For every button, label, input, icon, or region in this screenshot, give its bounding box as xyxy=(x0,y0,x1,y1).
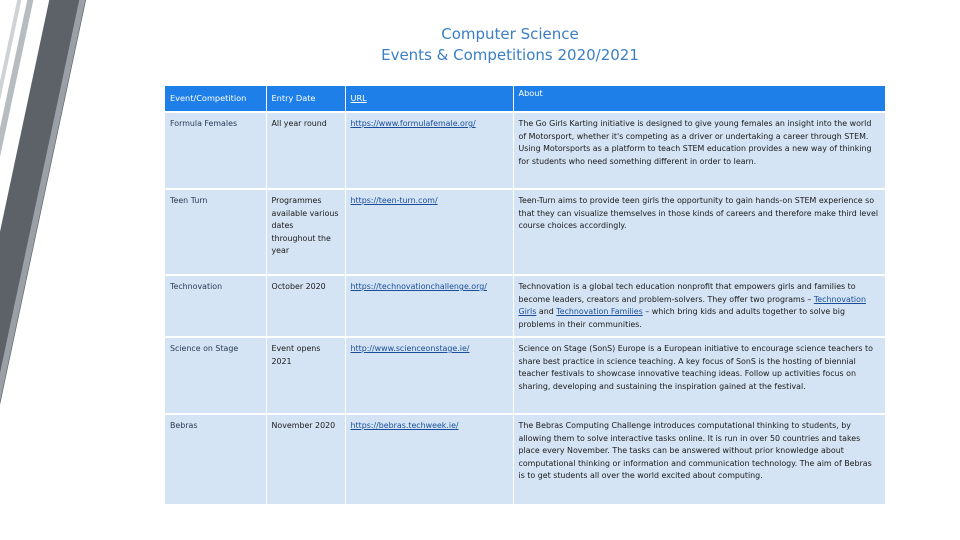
event-name: Bebras xyxy=(165,414,266,504)
about-text: Technovation is a global tech education nonprofit that empowers girls and families to become leaders, creators and problem-solvers. They offer two programs – xyxy=(518,282,856,304)
table-row xyxy=(165,337,885,414)
title-line-1: Computer Science xyxy=(441,25,579,43)
about-cell: Science on Stage (SonS) Europe is a European initiative to encourage science teachers to share best practice in science teaching. A key focus of SonS is the hosting of biennial teacher festivals to showcase innovative teaching ideas. Follow up activities focus on sharing, developing and sustaining the inspiration gained at the festival. xyxy=(513,337,885,414)
about-text: – which bring kids and adults together to solve big problems in their communities. xyxy=(518,307,845,329)
url-cell xyxy=(345,189,513,275)
about-cell xyxy=(513,275,885,337)
event-link[interactable]: https://www.formulafemale.org/ xyxy=(350,119,476,128)
table-header-row xyxy=(165,86,885,112)
event-link[interactable]: https://technovationchallenge.org/ xyxy=(350,282,487,291)
table-row xyxy=(165,189,885,275)
header-entry-date: Entry Date xyxy=(266,86,345,112)
event-name: Science on Stage xyxy=(165,337,266,414)
about-cell: Teen-Turn aims to provide teen girls the opportunity to gain hands-on STEM experience so that they can visualize themselves in those kinds of careers and therefore make third level course choices accordingly. xyxy=(513,189,885,275)
about-cell xyxy=(513,112,885,189)
entry-date: October 2020 xyxy=(266,275,345,337)
event-link[interactable]: https://bebras.techweek.ie/ xyxy=(350,421,459,430)
url-cell xyxy=(345,275,513,337)
table-row xyxy=(165,414,885,504)
about-paragraph: The Go Girls Karting initiative is designed to give young females an insight into the world of Motorsport, whether it's competing as a driver or undertaking a career through STEM. xyxy=(518,119,872,141)
header-event: Event/Competition xyxy=(165,86,266,112)
event-name: Teen Turn xyxy=(165,189,266,275)
decorative-stripes xyxy=(0,0,120,540)
url-cell xyxy=(345,112,513,189)
about-text: and xyxy=(538,307,554,317)
table-row xyxy=(165,112,885,189)
title-line-2: Events & Competitions 2020/2021 xyxy=(381,46,639,64)
event-link[interactable]: https://teen-turn.com/ xyxy=(350,196,438,205)
about-paragraph: Using Motorsports as a platform to teach STEM education provides a new way of thinking for students who need something different in order to learn. xyxy=(518,144,872,166)
technovation-girls-link[interactable]: Technovation Girls xyxy=(518,294,866,317)
event-link[interactable]: http://www.scienceonstage.ie/ xyxy=(350,344,470,353)
about-cell: The Bebras Computing Challenge introduces computational thinking to students, by allowing them to solve interactive tasks online. It is run in over 50 countries and takes place every November. The tasks can be answered without prior knowledge about computational thinking or information and communication technology. The aim of Bebras is to get students all over the world excited about computing. xyxy=(513,414,885,504)
entry-date: Programmes available various dates throughout the year xyxy=(266,189,345,275)
table-row xyxy=(165,275,885,337)
url-cell xyxy=(345,414,513,504)
entry-date: November 2020 xyxy=(266,414,345,504)
event-name: Formula Females xyxy=(165,112,266,189)
header-url: URL xyxy=(345,86,513,112)
entry-date: Event opens 2021 xyxy=(266,337,345,414)
events-table xyxy=(165,86,886,504)
header-about: About xyxy=(513,86,885,112)
entry-date: All year round xyxy=(266,112,345,189)
page-title xyxy=(250,24,770,66)
event-name: Technovation xyxy=(165,275,266,337)
technovation-families-link[interactable]: Technovation Families xyxy=(556,307,643,317)
url-cell xyxy=(345,337,513,414)
